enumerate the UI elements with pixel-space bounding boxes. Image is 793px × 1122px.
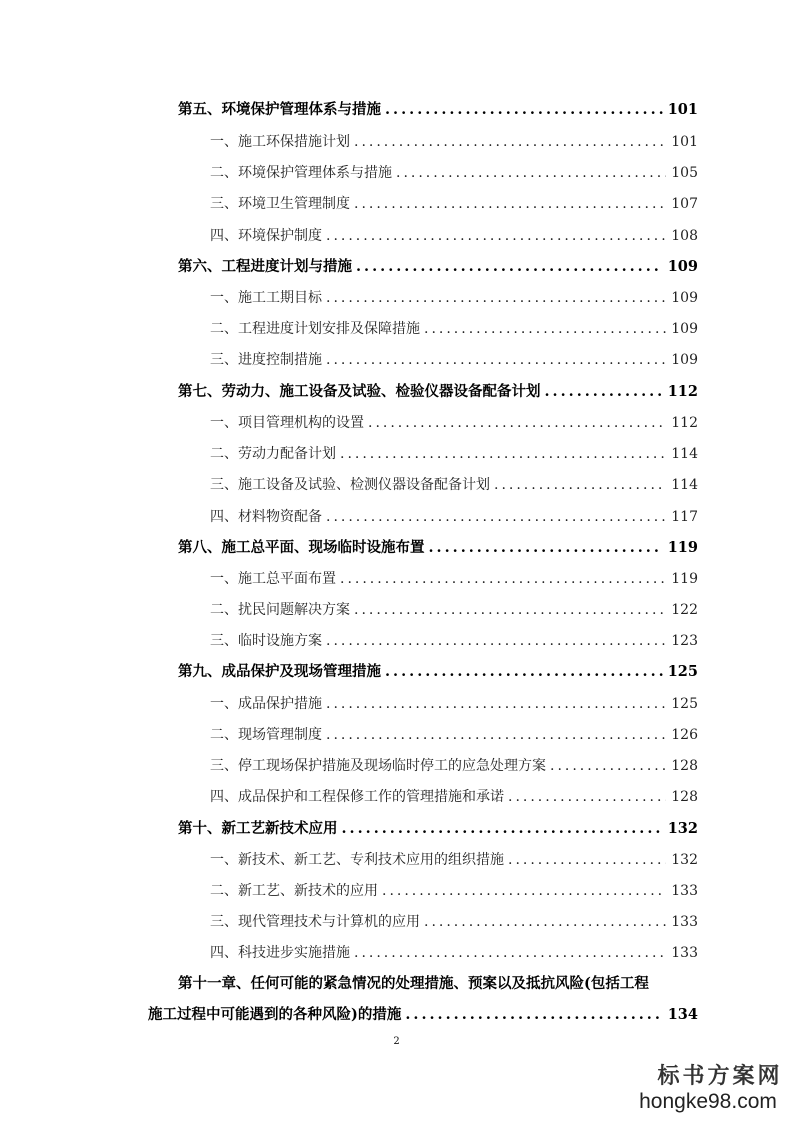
dot-leader	[508, 785, 666, 809]
toc-section[interactable]	[210, 411, 698, 435]
toc-section[interactable]	[210, 785, 698, 809]
watermark-logo	[639, 1062, 790, 1114]
dot-leader	[326, 629, 666, 653]
toc-page-number: 109	[671, 352, 698, 368]
dot-leader	[326, 286, 666, 310]
toc-page-number: 109	[667, 258, 698, 275]
toc-page-number: 114	[671, 446, 698, 462]
dot-leader	[424, 910, 666, 934]
dot-leader	[356, 255, 663, 279]
toc-entry-title: 一、施工总平面布置	[210, 571, 336, 587]
toc-entry-title: 三、停工现场保护措施及现场临时停工的应急处理方案	[210, 758, 546, 774]
toc-entry-title: 二、新工艺、新技术的应用	[210, 883, 378, 899]
toc-entry-title: 第九、成品保护及现场管理措施	[178, 663, 381, 680]
dot-leader	[405, 1003, 662, 1027]
dot-leader	[326, 224, 666, 248]
toc-entry-title: 第七、劳动力、施工设备及试验、检验仪器设备配备计划	[178, 383, 541, 400]
toc-section[interactable]	[210, 910, 698, 934]
toc-entry-title: 第六、工程进度计划与措施	[178, 258, 352, 275]
toc-section[interactable]	[210, 505, 698, 529]
toc-chapter-6[interactable]	[178, 255, 698, 279]
toc-entry-title: 四、科技进步实施措施	[210, 945, 350, 961]
toc-entry-title: 第八、施工总平面、现场临时设施布置	[178, 539, 425, 556]
toc-section[interactable]	[210, 598, 698, 622]
toc-section[interactable]	[210, 348, 698, 372]
dot-leader	[429, 536, 663, 560]
toc-section[interactable]	[210, 286, 698, 310]
toc-page-number: 109	[671, 290, 698, 306]
toc-page-number: 123	[671, 633, 698, 649]
toc-section[interactable]	[210, 848, 698, 872]
toc-chapter-11-line1[interactable]: 第十一章、任何可能的紧急情况的处理措施、预案以及抵抗风险(包括工程	[178, 975, 649, 992]
dot-leader	[326, 348, 666, 372]
toc-page-number: 114	[671, 477, 698, 493]
toc-section[interactable]	[210, 192, 698, 216]
toc-entry-title: 一、施工环保措施计划	[210, 134, 350, 150]
toc-entry-title: 施工过程中可能遇到的各种风险)的措施	[148, 1006, 402, 1023]
toc-section[interactable]	[210, 224, 698, 248]
dot-leader	[550, 754, 666, 778]
watermark-text: 标书方案网	[657, 1063, 783, 1089]
toc-entry-title: 四、环境保护制度	[210, 228, 322, 244]
toc-page-number: 128	[671, 758, 698, 774]
toc-page-number: 133	[671, 945, 698, 961]
toc-section[interactable]	[210, 692, 698, 716]
watermark-url: hongke98.com	[639, 1090, 777, 1113]
dot-leader	[354, 598, 666, 622]
toc-chapter-7[interactable]	[178, 380, 698, 404]
toc-section[interactable]	[210, 473, 698, 497]
toc-section[interactable]	[210, 317, 698, 341]
toc-entry-title: 第五、环境保护管理体系与措施	[178, 101, 381, 118]
toc-entry-title: 四、成品保护和工程保修工作的管理措施和承诺	[210, 789, 504, 805]
toc-entry-title: 第十、新工艺新技术应用	[178, 820, 338, 837]
toc-page-number: 109	[671, 321, 698, 337]
dot-leader	[508, 848, 666, 872]
toc-page-number: 117	[671, 509, 698, 525]
toc-section[interactable]	[210, 567, 698, 591]
toc-section[interactable]	[210, 723, 698, 747]
toc-page-number: 101	[667, 101, 698, 118]
dot-leader	[385, 660, 663, 684]
toc-page-number: 133	[671, 914, 698, 930]
toc-page-number: 125	[671, 696, 698, 712]
toc-page-number: 125	[667, 663, 698, 680]
toc-section[interactable]	[210, 442, 698, 466]
toc-entry-title: 一、施工工期目标	[210, 290, 322, 306]
dot-leader	[340, 442, 666, 466]
dot-leader	[354, 130, 666, 154]
toc-entry-title: 三、进度控制措施	[210, 352, 322, 368]
toc-entry-title: 二、环境保护管理体系与措施	[210, 165, 392, 181]
toc-page-number: 128	[671, 789, 698, 805]
toc-page-number: 133	[671, 883, 698, 899]
toc-entry-title: 一、成品保护措施	[210, 696, 322, 712]
toc-section[interactable]	[210, 754, 698, 778]
toc-page-number: 112	[667, 383, 698, 400]
toc-chapter-9[interactable]	[178, 660, 698, 684]
dot-leader	[354, 941, 666, 965]
dot-leader	[382, 879, 666, 903]
dot-leader	[326, 505, 666, 529]
toc-section[interactable]	[210, 161, 698, 185]
toc-page-number: 107	[671, 196, 698, 212]
dot-leader	[396, 161, 666, 185]
toc-section[interactable]	[210, 879, 698, 903]
toc-page-number: 132	[667, 820, 698, 837]
dot-leader	[545, 380, 663, 404]
toc-entry-title: 三、施工设备及试验、检测仪器设备配备计划	[210, 477, 490, 493]
toc-entry-title: 一、项目管理机构的设置	[210, 415, 364, 431]
dot-leader	[354, 192, 666, 216]
dot-leader	[424, 317, 666, 341]
page-number: 2	[393, 1036, 400, 1047]
dot-leader	[326, 723, 666, 747]
toc-entry-title: 三、环境卫生管理制度	[210, 196, 350, 212]
dot-leader	[326, 692, 666, 716]
toc-entry-title: 二、工程进度计划安排及保障措施	[210, 321, 420, 337]
dot-leader	[368, 411, 666, 435]
toc-chapter-11[interactable]	[148, 1003, 698, 1027]
toc-page-number: 119	[671, 571, 698, 587]
toc-page-number: 126	[671, 727, 698, 743]
toc-page-number: 112	[671, 415, 698, 431]
toc-page-number: 134	[667, 1006, 698, 1023]
dot-leader	[494, 473, 666, 497]
toc-section[interactable]	[210, 941, 698, 965]
toc-entry-title: 四、材料物资配备	[210, 509, 322, 525]
toc-page-number: 108	[671, 228, 698, 244]
dot-leader	[385, 98, 663, 122]
toc-page-number: 105	[671, 165, 698, 181]
toc-entry-title: 三、临时设施方案	[210, 633, 322, 649]
toc-page-number: 101	[671, 134, 698, 150]
toc-page-number: 119	[667, 539, 698, 556]
toc-page-number: 122	[671, 602, 698, 618]
toc-section[interactable]	[210, 629, 698, 653]
toc-entry-title: 一、新技术、新工艺、专利技术应用的组织措施	[210, 852, 504, 868]
toc-entry-title: 二、扰民问题解决方案	[210, 602, 350, 618]
toc-section[interactable]	[210, 130, 698, 154]
toc-chapter-5[interactable]	[178, 98, 698, 122]
toc-chapter-10[interactable]	[178, 817, 698, 841]
toc-entry-title: 三、现代管理技术与计算机的应用	[210, 914, 420, 930]
toc-chapter-8[interactable]	[178, 536, 698, 560]
toc-entry-title: 二、现场管理制度	[210, 727, 322, 743]
dot-leader	[342, 817, 663, 841]
toc-page-number: 132	[671, 852, 698, 868]
toc-entry-title: 二、劳动力配备计划	[210, 446, 336, 462]
dot-leader	[340, 567, 666, 591]
